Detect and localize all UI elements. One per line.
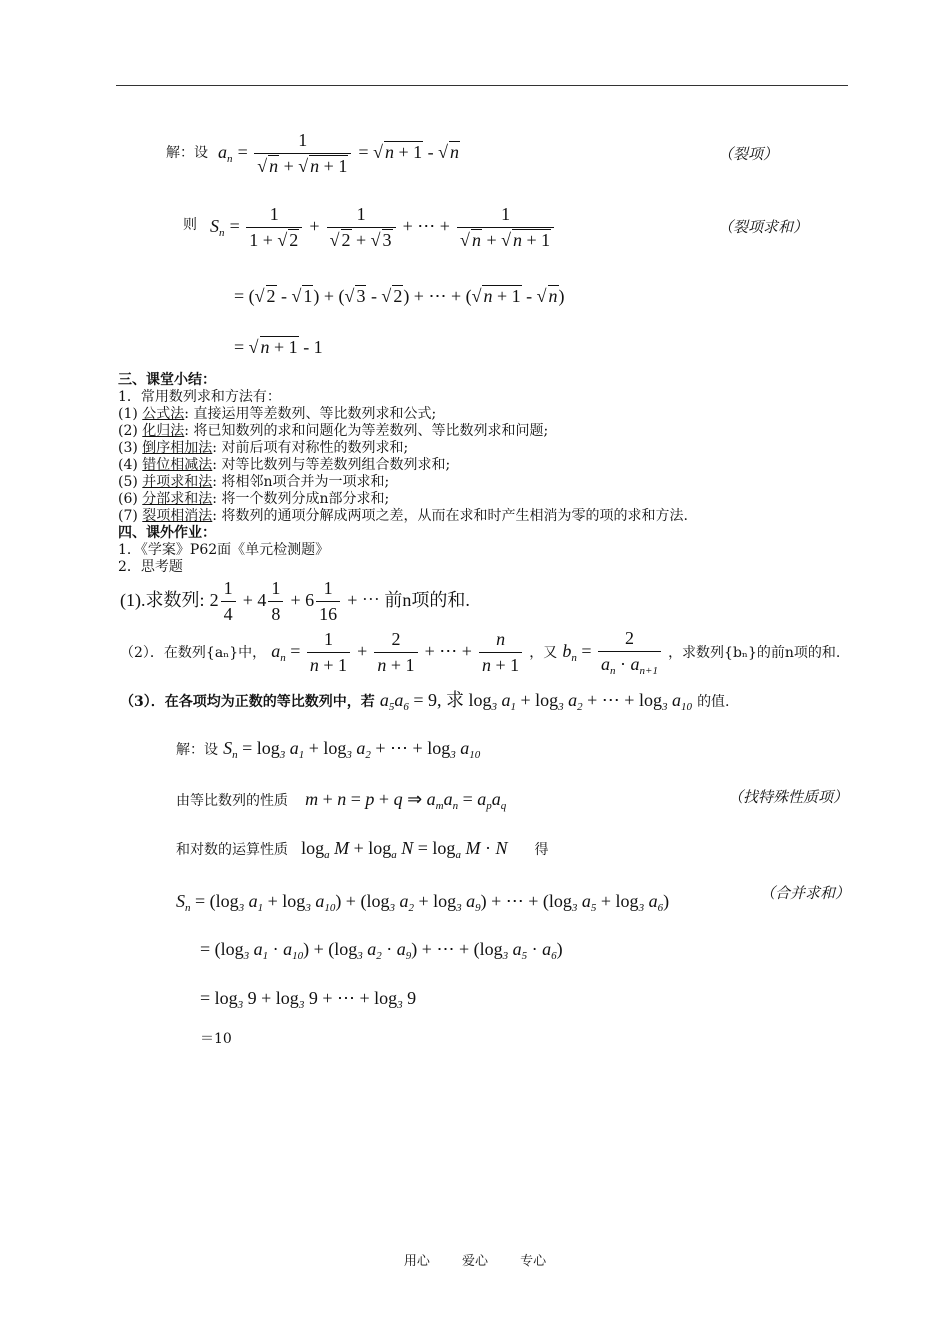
summary-intro: 1．常用数列求和方法有：	[118, 389, 281, 405]
note-merge-sum: （合并求和）	[760, 886, 851, 902]
formula-sn-telescoping: = (√ 2 - √ 1) + (√ 3 - √ 2) + ⋯ + (√ n + 1 - √ n)	[234, 286, 565, 306]
summary-item: (7) 裂项相消法: 将数列的通项分解成两项之差，从而在求和时产生相消为零的项的求和方法.	[118, 508, 688, 524]
question-3: （3）．在各项均为正数的等比数列中，若 $a_5a_6 = 9$, 求 $\log_3 a_1 + \log_3 a_2$ + ⋯ + $\log_3 a_{10}$ 的值.	[120, 690, 730, 713]
footer-text: 用心	[403, 1254, 430, 1269]
q3-step-1: $S_n = (\log_3$ $a_1 + \log_3 a_{10}) + (\log_3$ $a_2 + \log_3 a_9$) + ⋯ + ($\log_3$ $a_5 + \log_3 a_6$)	[176, 891, 670, 914]
q3-property-geometric: 由等比数列的性质 m + n = p + q ⇒ $a_ma_n = a_pa_q$	[176, 789, 507, 812]
summary-item: (1) 公式法: 直接运用等差数列、等比数列求和公式;	[118, 406, 437, 422]
question-1: (1).求数列: 2 $\frac{1}{4}$ + 4 $\frac{1}{8}$ + 6 $\frac{1}{16}$ + ⋯ 前n项的和.	[120, 578, 470, 624]
homework-item-2: 2．思考题	[118, 559, 183, 575]
summary-item: (6) 分部求和法: 将一个数列分成n部分求和;	[118, 491, 390, 507]
note-split: （裂项）	[718, 147, 779, 163]
q3-solution-line: 解：设 $S_n = \log_3 a_1 + \log_3 a_2$ + ⋯ + $\log_3 a_{10}$	[176, 738, 481, 761]
q3-step-3: = $\log_3 9 + \log_3 9$ + ⋯ + $\log_3 9$	[200, 988, 417, 1011]
summary-item: (5) 并项求和法: 将相邻n项合并为一项求和;	[118, 474, 390, 490]
note-special-property: （找特殊性质项）	[728, 790, 849, 806]
solution-label: 解：设	[166, 145, 208, 161]
footer-text: 专心	[520, 1254, 547, 1269]
summary-item: (2) 化归法: 将已知数列的求和问题化为等差数列、等比数列求和问题;	[118, 423, 549, 439]
q3-property-log: 和对数的运算性质 $\log_a M + \log_a N = \log_a M \cdot N$ 得	[176, 838, 549, 861]
q3-step-2: = ($\log_3$ $a_1 \cdot a_{10}) + (\log_3$ $a_2 \cdot a_9$) + ⋯ + ($\log_3$ $a_5 \cdot a_6$)	[200, 939, 563, 962]
formula-sn-result: = √ n + 1 - 1	[234, 337, 323, 357]
q3-final-result: ＝10	[200, 1031, 232, 1047]
homework-heading: 四、课外作业：	[118, 525, 216, 541]
formula-an-split: $a_n$ = $\frac{1}{√ n + √ n + 1}$ = √ n + 1 - √ n	[218, 130, 459, 176]
homework-item-1: 1．《学案》P62面《单元检测题》	[118, 542, 330, 558]
summary-item: (3) 倒序相加法: 对前后项有对称性的数列求和;	[118, 440, 409, 456]
footer-text: 爱心	[461, 1254, 488, 1269]
then-label: 则	[183, 217, 197, 233]
note-split-sum: （裂项求和）	[718, 220, 809, 236]
formula-sn-sum: $S_n$ = $\frac{1}{1 + √ 2}$ + $\frac{1}{√ 2 + √ 3}$ + ⋯ + $\frac{1}{√ n + √ n + 1}$	[210, 204, 556, 251]
summary-heading: 三、课堂小结：	[118, 372, 216, 388]
header-rule	[116, 85, 848, 86]
question-2: （2）．在数列{aₙ}中， $a_n$ = $\frac{1}{n + 1}$ + $\frac{2}{n + 1}$ + ⋯ + $\frac{n}{n + 1}$ ，又 $b_n$ = $\frac{2}{a_n \cdot a_{n+1}}$ ，求数列{bₙ}的前n项的和.	[120, 628, 841, 677]
summary-item: (4) 错位相减法: 对等比数列与等差数列组合数列求和;	[118, 457, 451, 473]
page-footer	[0, 1250, 950, 1269]
